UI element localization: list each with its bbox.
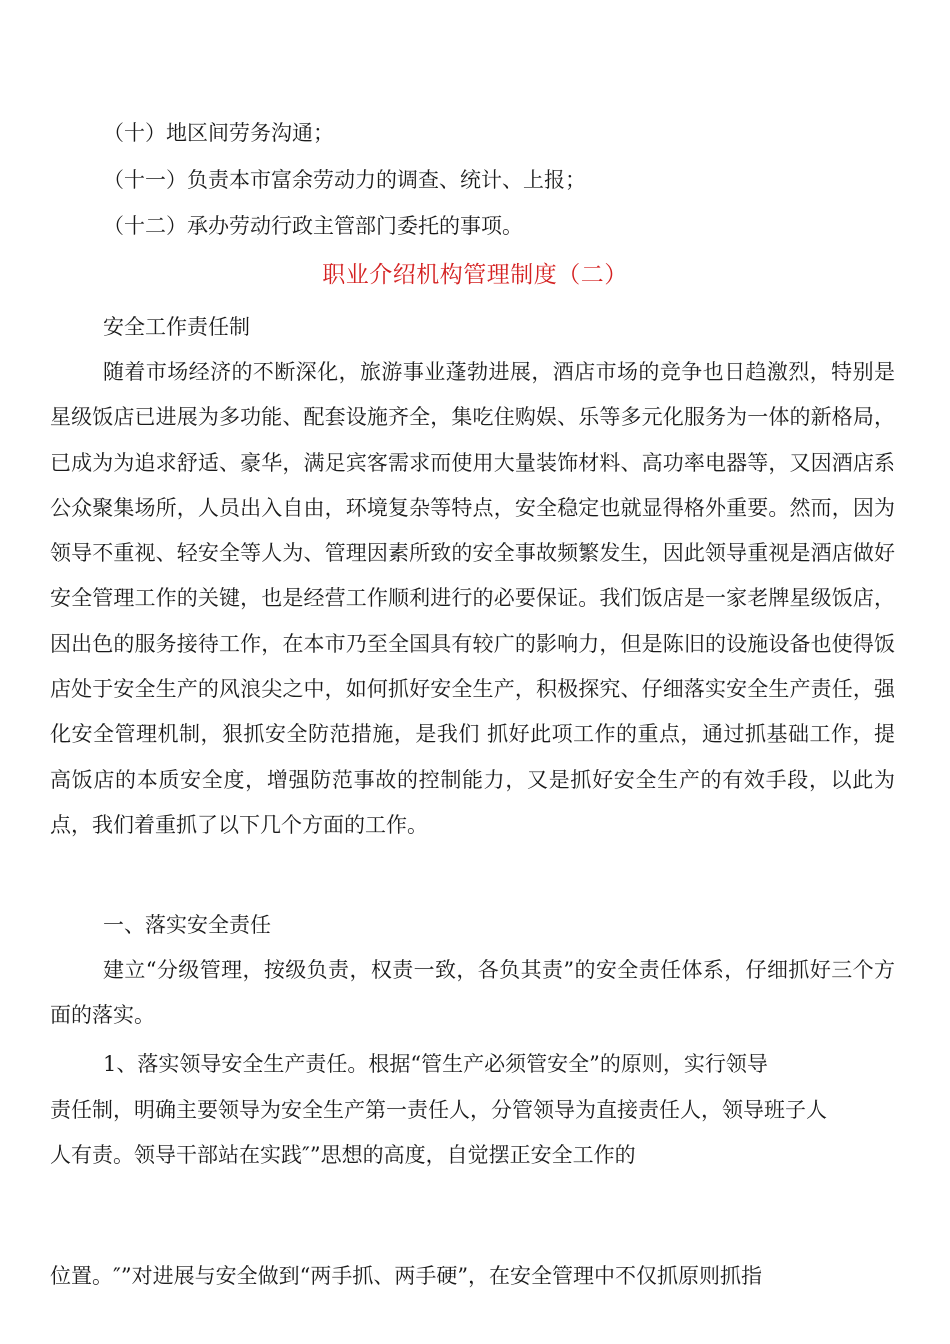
bottom-line: 位置。″”对进展与安全做到“两手抓、两手硬”，在安全管理中不仅抓原则抓指	[50, 1264, 763, 1288]
list-item-10: （十）地区间劳务沟通；	[103, 121, 334, 145]
intro-paragraph: 随着市场经济的不断深化，旅游事业蓬勃进展，酒店市场的竞争也日趋激烈，特别是星级饭店已进展为多功能、配套设施齐全，集吃住购娱、乐等多元化服务为一体的新格局，已成为为追求舒适、豪华，满足宾客需求而使用大量装饰材料、高功率电器等，又因酒店系公众聚集场所，人员出入自由，环境复杂等特点，安全稳定也就显得格外重要。然而，因为领导不重视、轻安全等人为、管理因素所致的安全事故频繁发生，因此领导重视是酒店做好安全管理工作的关键，也是经营工作顺利进行的必要保证。我们饭店是一家老牌星级饭店，因出色的服务接待工作，在本市乃至全国具有较广的影响力，但是陈旧的设施设备也使得饭店处于安全生产的风浪尖之中，如何抓好安全生产，积极探究、仔细落实安全生产责任，强化安全管理机制，狠抓安全防范措施，是我们 抓好此项工作的重点，通过抓基础工作，提高饭店的本质安全度，增强防范事故的控制能力，又是抓好安全生产的有效手段，以此为点，我们着重抓了以下几个方面的工作。	[50, 360, 895, 837]
item-one-line-1: 1、落实领导安全生产责任。根据“管生产必须管安全”的原则，实行领导	[103, 1052, 768, 1076]
list-item-12: （十二）承办劳动行政主管部门委托的事项。	[103, 214, 523, 238]
item-one-line-2: 责任制，明确主要领导为安全生产第一责任人，分管领导为直接责任人，领导班子人	[50, 1098, 827, 1122]
document-title: 职业介绍机构管理制度（二）	[322, 262, 628, 288]
section-heading: 安全工作责任制	[103, 315, 250, 339]
item-one-line-3: 人有责。领导干部站在实践″”思想的高度，自觉摆正安全工作的	[50, 1143, 636, 1167]
paragraph-one: 建立“分级管理，按级负责，权责一致，各负其责”的安全责任体系，仔细抓好三个方面的落实。	[50, 958, 895, 1028]
heading-one: 一、落实安全责任	[103, 913, 271, 937]
list-item-11: （十一）负责本市富余劳动力的调查、统计、上报；	[103, 168, 586, 192]
